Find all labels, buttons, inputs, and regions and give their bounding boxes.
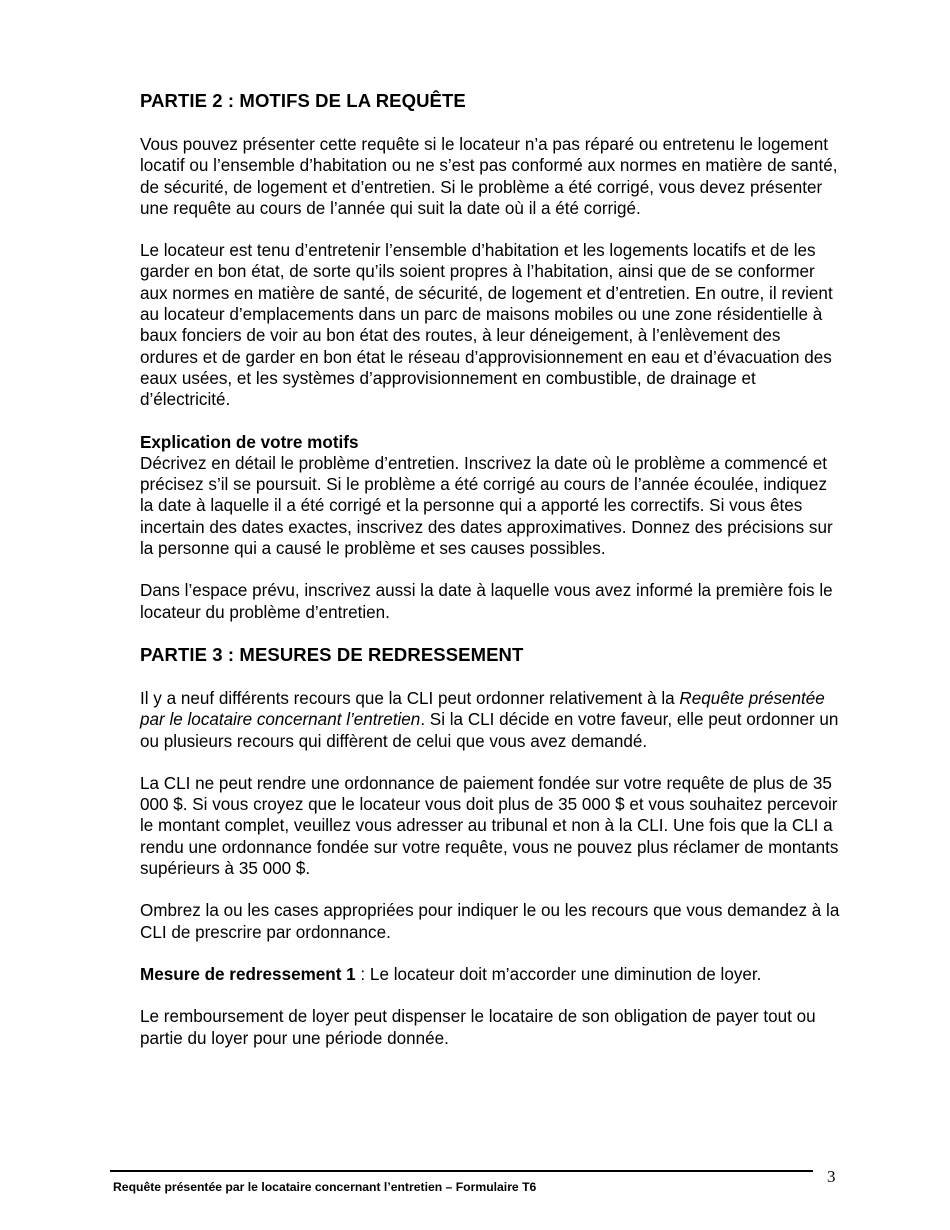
footer-divider xyxy=(110,1170,813,1172)
part2-paragraph-3: Décrivez en détail le problème d’entretien. Inscrivez la date où le problème a commencé et précisez s’il se poursuit. Si le problème a été corrigé au cours de l’année écoulée, indiquez la date à laquelle il a été corrigé et la personne qui a apporté les correctifs. Si vous êtes incertain des dates exactes, inscrivez des dates approximatives. Donnez des précisions sur la personne qui a causé le problème et ses causes possibles. xyxy=(140,453,833,559)
part3-paragraph-1-end: . Si la CLI décide en votre faveur, elle peut ordonner un ou plusieurs recours qui diffèrent de celui que vous avez demandé. xyxy=(140,710,839,751)
footer-form-title: Requête présentée par le locataire concernant l’entretien – Formulaire T6 xyxy=(113,1180,537,1194)
part3-paragraph-2: La CLI ne peut rendre une ordonnance de paiement fondée sur votre requête de plus de 35 000 $. Si vous croyez que le locateur vous doit plus de 35 000 $ et vous souhaitez percevoir le montant complet, veuillez vous adresser au tribunal et non à la CLI. Une fois que la CLI a rendu une ordonnance fondée sur votre requête, vous ne pouvez plus réclamer de montants supérieurs à 35 000 $. xyxy=(140,773,839,879)
form-title-italic: Requête présentée par le locataire concernant l’entretien xyxy=(140,688,825,730)
measure-1-label: Mesure de redressement 1 xyxy=(140,964,356,984)
part3-heading: PARTIE 3 : MESURES DE REDRESSEMENT xyxy=(140,643,524,665)
part2-subheading: Explication de votre motifs xyxy=(140,432,359,452)
part3-paragraph-4: Le remboursement de loyer peut dispenser le locataire de son obligation de payer tout ou partie du loyer pour une période donnée. xyxy=(140,1007,816,1048)
part3-paragraph-1-start: Il y a neuf différents recours que la CLI peut ordonner relativement à la xyxy=(140,688,680,708)
part2-heading: PARTIE 2 : MOTIFS DE LA REQUÊTE xyxy=(140,90,466,111)
part2-paragraph-4: Dans l’espace prévu, inscrivez aussi la date à laquelle vous avez informé la première fois le locateur du problème d’entretien. xyxy=(140,581,833,622)
page-number: 3 xyxy=(827,1167,836,1186)
part2-paragraph-1: Vous pouvez présenter cette requête si le locateur n’a pas réparé ou entretenu le logement locatif ou l’ensemble d’habitation ou ne s’est pas conformé aux normes en matière de santé, de sécurité, de logement et d’entretien. Si le problème a été corrigé, vous devez présenter une requête au cours de l’année qui suit la date où il a été corrigé. xyxy=(140,135,838,218)
measure-1-paragraph xyxy=(140,964,840,985)
part3-paragraph-3: Ombrez la ou les cases appropriées pour indiquer le ou les recours que vous demandez à la CLI de prescrire par ordonnance. xyxy=(140,901,840,942)
page-content xyxy=(140,89,840,1049)
part3-paragraph-1 xyxy=(140,688,840,752)
part2-paragraph-2: Le locateur est tenu d’entretenir l’ensemble d’habitation et les logements locatifs et de les garder en bon état, de sorte qu’ils soient propres à l’habitation, ainsi que de se conformer aux normes en matière de santé, de sécurité, de logement et d’entretien. En outre, il revient au locateur d’emplacements dans un parc de maisons mobiles ou une zone résidentielle à baux fonciers de voir au bon état des routes, à leur déneigement, à l’enlèvement des ordures et de garder en bon état le réseau d’approvisionnement en eau et d’évacuation des eaux usées, et les systèmes d’approvisionnement en combustible, de drainage et d’électricité. xyxy=(140,241,833,410)
measure-1-text: : Le locateur doit m’accorder une diminution de loyer. xyxy=(355,964,762,984)
